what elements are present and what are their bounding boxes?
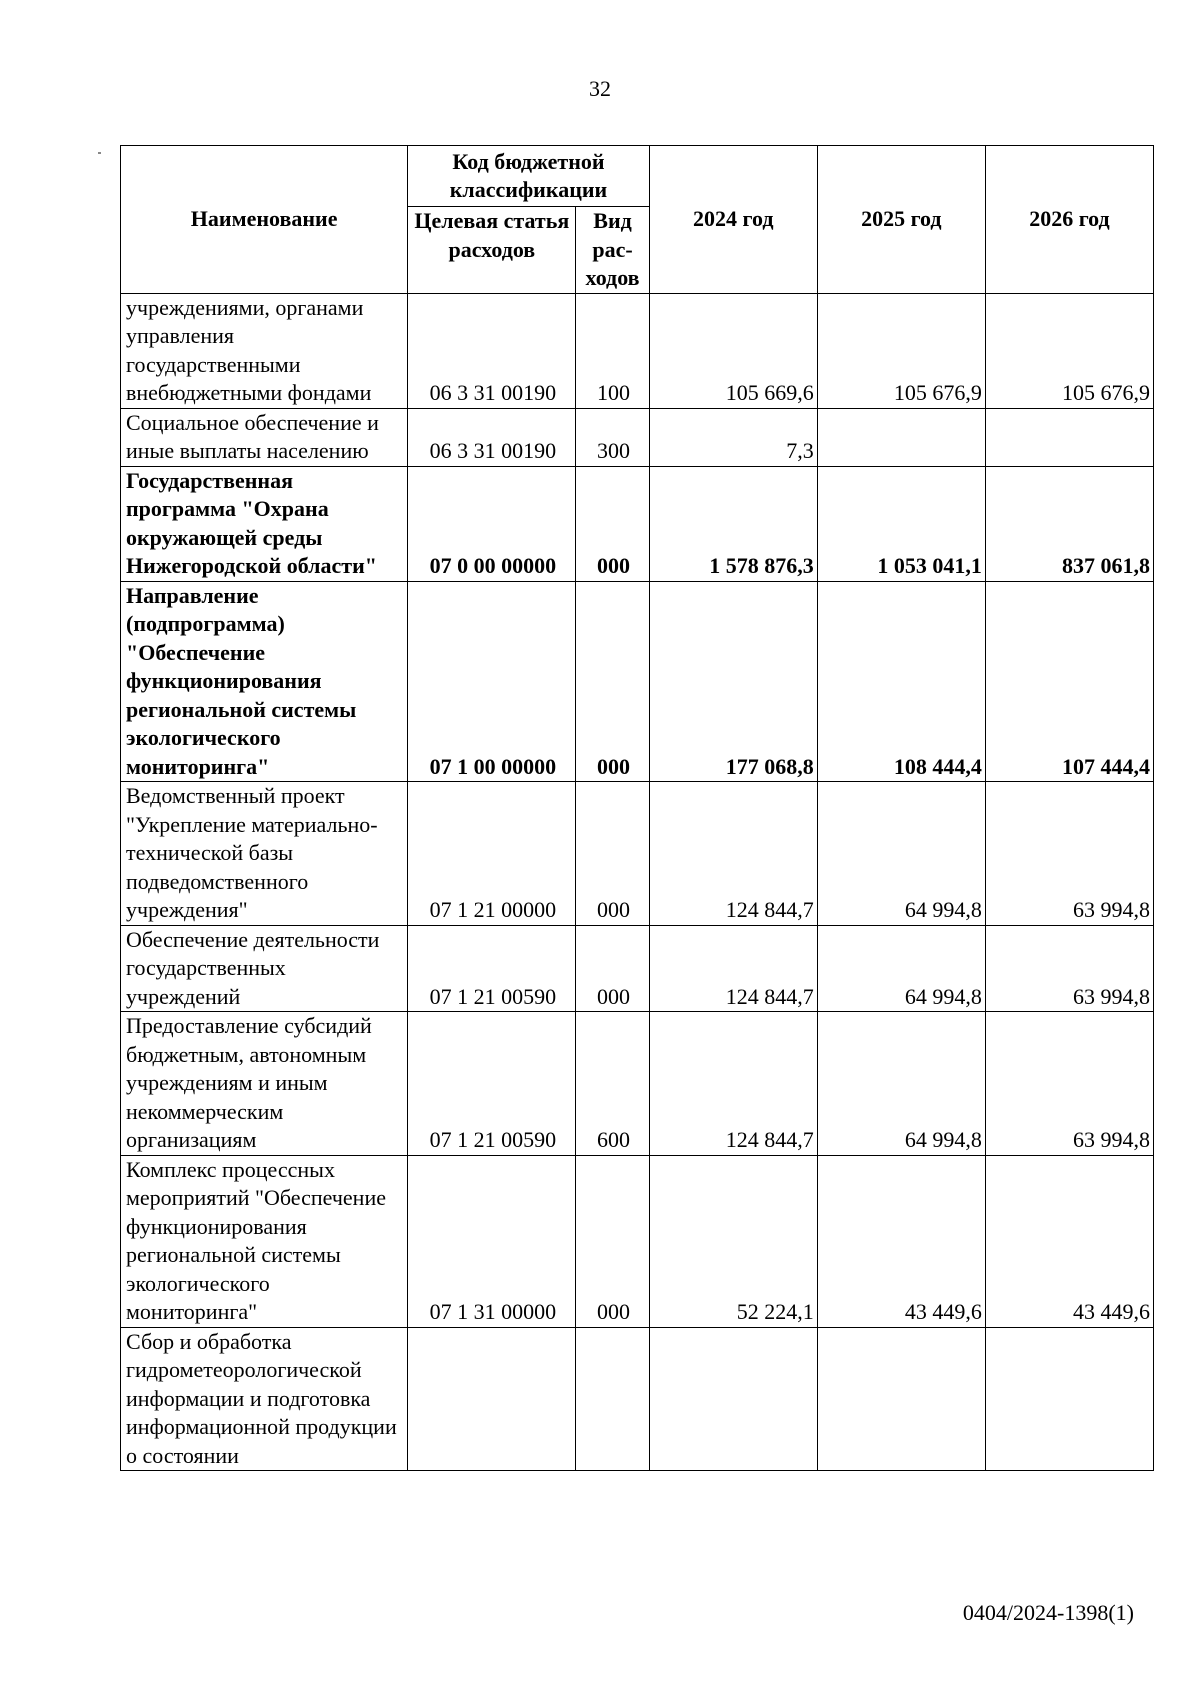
row-expense-kind: 000 (576, 466, 649, 581)
header-name: Наименование (121, 146, 408, 294)
row-2024: 7,3 (649, 408, 817, 466)
row-target-code: 07 1 21 00000 (408, 782, 576, 926)
document-id: 0404/2024-1398(1) (962, 1600, 1134, 1625)
header-target-article: Целевая статья расходов (408, 207, 576, 294)
table-row (121, 466, 1154, 581)
budget-table (120, 145, 1154, 1471)
row-name: учреждениями, органами управления государственными внебюджетными фондами (121, 293, 408, 408)
row-target-code (408, 1327, 576, 1471)
header-code-group: Код бюджетной классификации (408, 146, 649, 207)
row-2025: 64 994,8 (817, 1012, 985, 1156)
row-2025: 43 449,6 (817, 1155, 985, 1327)
row-expense-kind: 000 (576, 782, 649, 926)
table-row (121, 1327, 1154, 1471)
scan-mark (98, 152, 101, 154)
row-2024 (649, 1327, 817, 1471)
row-name: Сбор и обработка гидрометеорологической информации и подготовка информационной продукции о состоянии (121, 1327, 408, 1471)
row-expense-kind (576, 1327, 649, 1471)
row-2026 (985, 1327, 1153, 1471)
row-expense-kind: 000 (576, 581, 649, 782)
row-2025: 1 053 041,1 (817, 466, 985, 581)
header-expense-kind: Вид рас-ходов (576, 207, 649, 294)
row-2025 (817, 1327, 985, 1471)
row-expense-kind: 000 (576, 1155, 649, 1327)
row-2024: 124 844,7 (649, 782, 817, 926)
row-2026: 837 061,8 (985, 466, 1153, 581)
row-2024: 124 844,7 (649, 925, 817, 1012)
table-row (121, 581, 1154, 782)
row-name: Ведомственный проект "Укрепление материально-технической базы подведомственного учреждения" (121, 782, 408, 926)
table-row (121, 782, 1154, 926)
row-2024: 177 068,8 (649, 581, 817, 782)
row-target-code: 07 1 00 00000 (408, 581, 576, 782)
table-row (121, 408, 1154, 466)
row-expense-kind: 000 (576, 925, 649, 1012)
row-expense-kind: 100 (576, 293, 649, 408)
row-2026: 63 994,8 (985, 1012, 1153, 1156)
row-2026: 107 444,4 (985, 581, 1153, 782)
row-2026: 63 994,8 (985, 925, 1153, 1012)
row-target-code: 06 3 31 00190 (408, 408, 576, 466)
row-2025: 108 444,4 (817, 581, 985, 782)
row-2025: 64 994,8 (817, 782, 985, 926)
row-2024: 52 224,1 (649, 1155, 817, 1327)
row-target-code: 06 3 31 00190 (408, 293, 576, 408)
row-2025: 64 994,8 (817, 925, 985, 1012)
row-target-code: 07 0 00 00000 (408, 466, 576, 581)
table-row (121, 293, 1154, 408)
row-2026 (985, 408, 1153, 466)
row-name: Обеспечение деятельности государственных учреждений (121, 925, 408, 1012)
table-row (121, 925, 1154, 1012)
row-expense-kind: 600 (576, 1012, 649, 1156)
row-name: Государственная программа "Охрана окружающей среды Нижегородской области" (121, 466, 408, 581)
row-name: Предоставление субсидий бюджетным, автономным учреждениям и иным некоммерческим организациям (121, 1012, 408, 1156)
row-target-code: 07 1 31 00000 (408, 1155, 576, 1327)
row-2026: 63 994,8 (985, 782, 1153, 926)
row-name: Комплекс процессных мероприятий "Обеспечение функционирования региональной системы экологического мониторинга" (121, 1155, 408, 1327)
header-2025: 2025 год (817, 146, 985, 294)
row-target-code: 07 1 21 00590 (408, 1012, 576, 1156)
page-number: 32 (589, 76, 611, 101)
table-row (121, 1012, 1154, 1156)
row-2026: 43 449,6 (985, 1155, 1153, 1327)
row-name: Социальное обеспечение и иные выплаты населению (121, 408, 408, 466)
row-expense-kind: 300 (576, 408, 649, 466)
table-row (121, 1155, 1154, 1327)
row-name: Направление (подпрограмма) "Обеспечение функционирования региональной системы экологического мониторинга" (121, 581, 408, 782)
header-2026: 2026 год (985, 146, 1153, 294)
row-2025 (817, 408, 985, 466)
row-target-code: 07 1 21 00590 (408, 925, 576, 1012)
header-2024: 2024 год (649, 146, 817, 294)
row-2024: 105 669,6 (649, 293, 817, 408)
row-2024: 1 578 876,3 (649, 466, 817, 581)
row-2025: 105 676,9 (817, 293, 985, 408)
row-2026: 105 676,9 (985, 293, 1153, 408)
row-2024: 124 844,7 (649, 1012, 817, 1156)
